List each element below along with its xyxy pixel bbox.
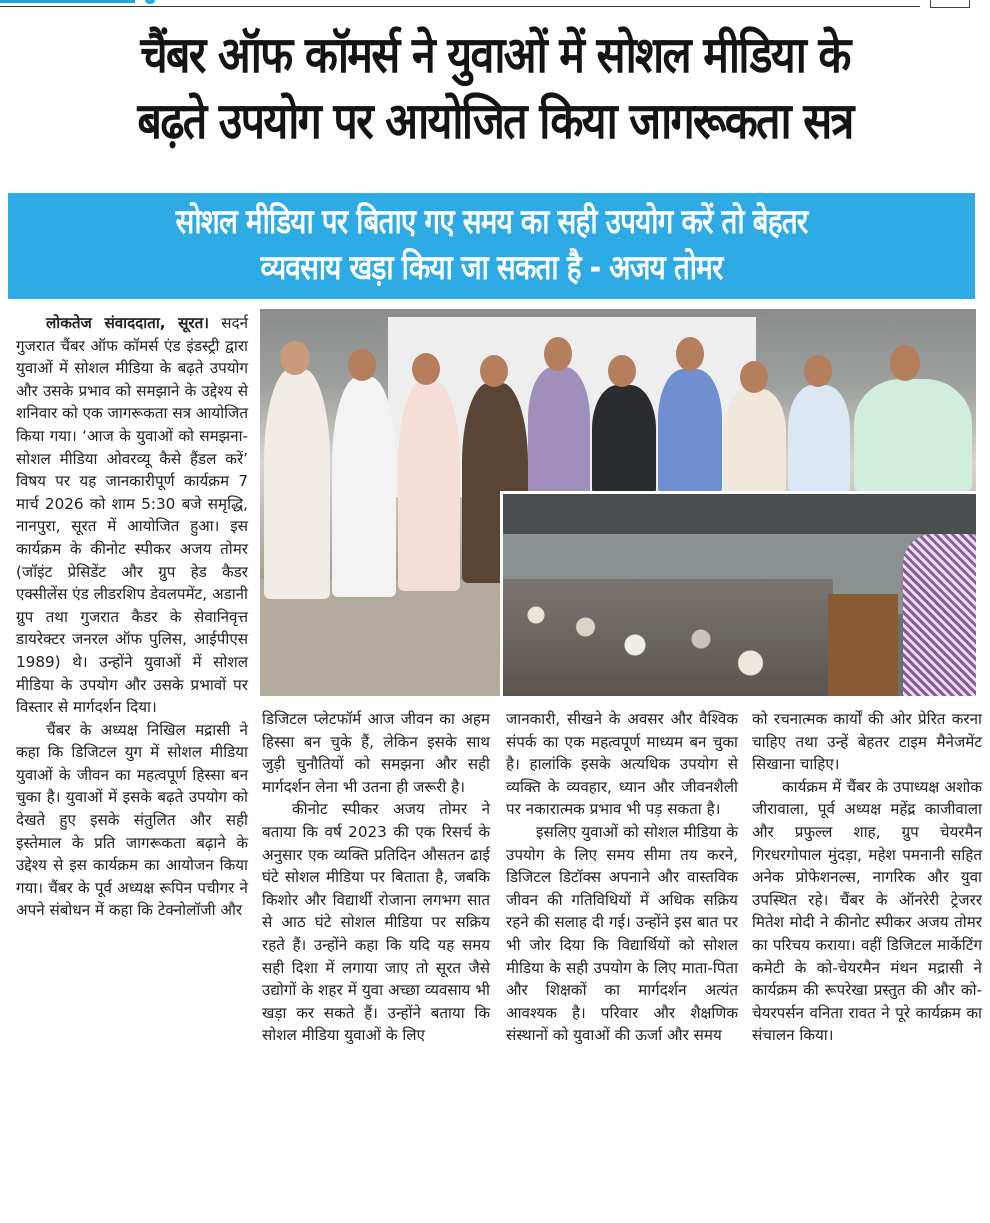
article-photo-composite <box>260 309 976 696</box>
paragraph: चैंबर के अध्यक्ष निखिल मद्रासी ने कहा कि डिजिटल युग में सोशल मीडिया युवाओं के जीवन का महत्वपूर्ण हिस्सा बन चुका है। युवाओं में इसके बढ़ते उपयोग को देखते हुए इसके संतुलित और सही इस्तेमाल के प्रति जागरूकता बढ़ाने के उद्देश्य से इस कार्यक्रम का आयोजन किया गया। चैंबर के पूर्व अध्यक्ष रूपिन पचीगर ने अपने संबोधन में कहा कि टेक्नोलॉजी और <box>16 720 248 920</box>
masthead-blue-bar <box>0 0 135 3</box>
article-column-2 <box>262 708 490 1047</box>
room-ceiling <box>503 494 976 534</box>
person-figure <box>332 377 396 597</box>
person-figure <box>264 369 330 599</box>
subheadline-box <box>8 193 975 299</box>
person-figure <box>658 369 722 494</box>
paragraph: जानकारी, सीखने के अवसर और वैश्विक संपर्क का एक महत्वपूर्ण माध्यम बन चुका है। हालांकि इसके अत्यधिक उपयोग से व्यक्ति के व्यवहार, ध्यान और जीवनशैली पर नकारात्मक प्रभाव भी पड़ सकता है। <box>506 710 738 819</box>
subheadline-line-2: व्यवसाय खड़ा किया जा सकता है - अजय तोमर <box>260 248 723 288</box>
person-head <box>348 349 376 381</box>
person-figure <box>592 385 656 495</box>
audience-crowd <box>503 579 833 696</box>
article-column-4 <box>752 708 982 1047</box>
person-head <box>740 361 768 393</box>
paragraph: कीनोट स्पीकर अजय तोमर ने बताया कि वर्ष 2023 की एक रिसर्च के अनुसार एक व्यक्ति प्रतिदिन औसतन ढाई घंटे सोशल मीडिया पर बिताता है, जबकि किशोर और विद्यार्थी रोजाना लगभग सात से आठ घंटे सोशल मीडिया पर सक्रिय रहते हैं। उन्होंने कहा कि यदि यह समय सही दिशा में लगाया जाए तो सूरत जैसे उद्योगों के शहर में युवा अच्छा व्यवसाय भी खड़ा कर सकते हैं। उन्होंने बताया कि सोशल मीडिया युवाओं के लिए <box>262 800 490 1045</box>
dateline: लोकतेज संवाददाता, सूरत। <box>46 314 210 332</box>
headline-line-2: बढ़ते उपयोग पर आयोजित किया जागरूकता सत्र <box>137 92 853 150</box>
paragraph: कार्यक्रम में चैंबर के उपाध्यक्ष अशोक जीरावाला, पूर्व अध्यक्ष महेंद्र काजीवाला और प्रफुल्ल शाह, ग्रुप चेयरमैन गिरधरगोपाल मुंदड़ा, महेश पमनानी सहित अनेक प्रोफेशनल्स, नागरिक और युवा उपस्थित रहे। चैंबर के ऑनरेरी ट्रेजरर मितेश मोदी ने कीनोट स्पीकर अजय तोमर का परिचय कराया। वहीं डिजिटल मार्केटिंग कमेटी के को-चेयरमैन मंथन मद्रासी ने कार्यक्रम की रूपरेखा प्रस्तुत की और को-चेयरपर्सन वनिता रावत ने पूरे कार्यक्रम का संचालन किया। <box>752 777 982 1045</box>
person-figure <box>724 389 786 494</box>
masthead-remnant <box>0 0 990 10</box>
person-head <box>480 355 508 387</box>
person-head <box>804 355 832 387</box>
person-head <box>608 355 636 387</box>
headline-line-1: चैंबर ऑफ कॉमर्स ने युवाओं में सोशल मीडिया के <box>140 26 850 84</box>
podium <box>828 594 898 696</box>
speaker-figure <box>903 534 976 696</box>
person-figure <box>788 385 850 493</box>
person-head <box>890 345 920 381</box>
person-figure <box>854 379 972 491</box>
person-head <box>280 341 310 375</box>
paragraph: इसलिए युवाओं को सोशल मीडिया के उपयोग के लिए समय सीमा तय करने, डिजिटल डिटॉक्स अपनाने और वास्तविक जीवन की गतिविधियों में अधिक सक्रिय रहने की सलाह दी गई। उन्होंने इस बात पर भी जोर दिया कि विद्यार्थियों को सोशल मीडिया के सही उपयोग के लिए माता-पिता और शिक्षकों का मार्गदर्शन अत्यंत आवश्यक है। परिवार और शैक्षणिक संस्थानों को युवाओं की ऊर्जा और समय <box>506 822 738 1045</box>
paragraph: डिजिटल प्लेटफॉर्म आज जीवन का अहम हिस्सा बन चुके हैं, लेकिन इसके साथ जुड़ी चुनौतियों को समझना और सही मार्गदर्शन लेना भी उतना ही जरूरी है। <box>262 710 490 796</box>
person-head <box>544 337 572 371</box>
subheadline-line-1: सोशल मीडिया पर बिताए गए समय का सही उपयोग करें तो बेहतर <box>175 202 808 242</box>
audience-photo <box>500 491 976 696</box>
person-head <box>412 353 440 385</box>
article-column-1 <box>16 312 248 922</box>
paragraph: को रचनात्मक कार्यों की ओर प्रेरित करना चाहिए तथा उन्हें बेहतर टाइम मैनेजमेंट सिखाना चाहिए। <box>752 710 982 774</box>
person-figure <box>528 367 590 497</box>
page-number-box <box>930 0 970 8</box>
person-head <box>676 337 704 371</box>
paragraph: सदर्न गुजरात चैंबर ऑफ कॉमर्स एंड इंडस्ट्री द्वारा युवाओं में सोशल मीडिया के बढ़ते उपयोग और उसके प्रभाव को समझाने के उद्देश्य से शनिवार को एक जागरूकता सत्र आयोजित किया गया। ‘आज के युवाओं को समझना- सोशल मीडिया ओवरव्यू कैसे हैंडल करें’ विषय पर यह जानकारीपूर्ण कार्यक्रम 7 मार्च 2026 को शाम 5:30 बजे समृद्धि, नानपुरा, सूरत में आयोजित हुआ। इस कार्यक्रम के कीनोट स्पीकर अजय तोमर (जॉइंट प्रेसिडेंट और ग्रुप हेड कैडर एक्सीलेंस एंड लीडरशिप डेवलपमेंट, अडानी ग्रुप तथा गुजरात कैडर के सेवानिवृत्त डायरेक्टर जनरल ऑफ पुलिस, आईपीएस 1989) थे। उन्होंने युवाओं में सोशल मीडिया के उपयोग और उसके प्रभावों पर विस्तार से मार्गदर्शन दिया। <box>16 314 249 717</box>
masthead-rule <box>0 6 920 7</box>
masthead-logo-icon <box>145 0 155 4</box>
article-column-3 <box>506 708 738 1047</box>
person-figure <box>398 381 460 591</box>
headline <box>69 22 920 154</box>
